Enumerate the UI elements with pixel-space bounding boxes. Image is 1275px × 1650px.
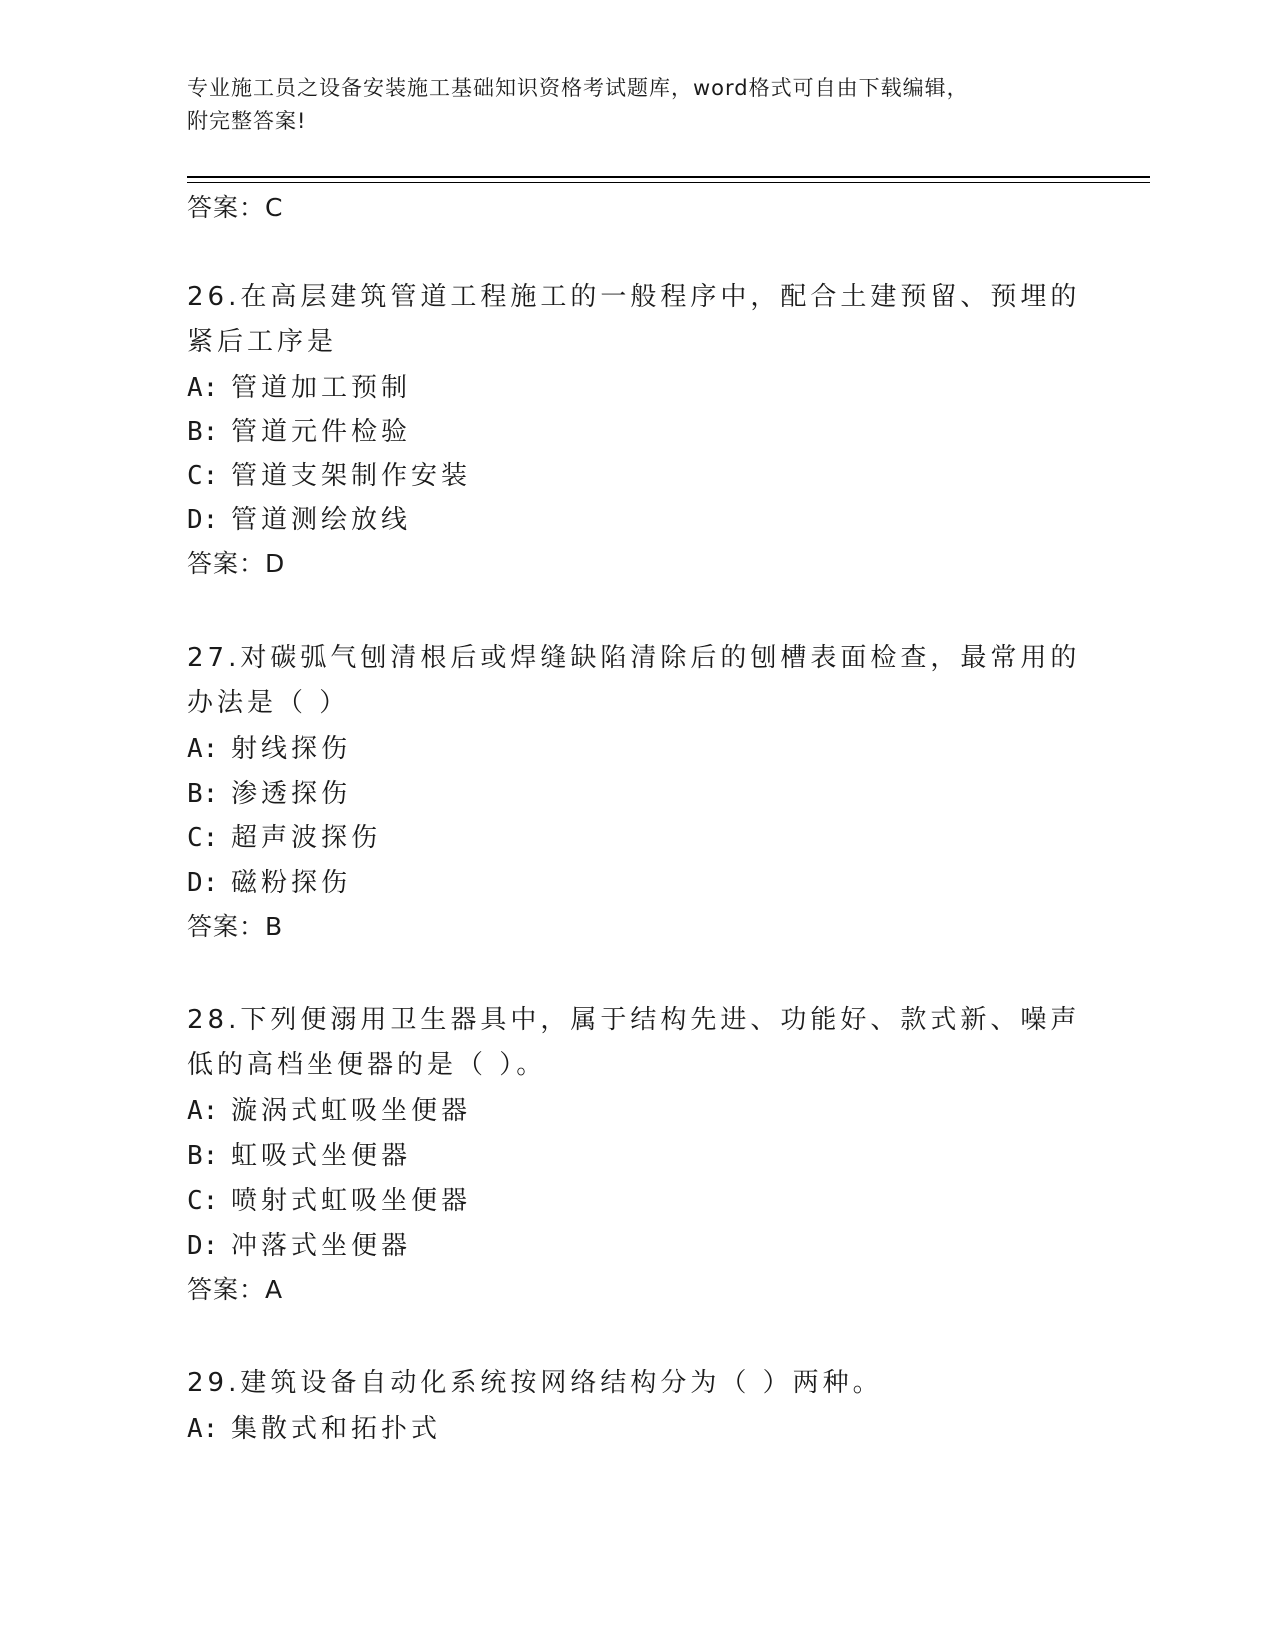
header-line-2: 附完整答案! <box>187 109 307 133</box>
option-letter: C: <box>187 823 219 853</box>
q28-option-b <box>187 1141 411 1171</box>
option-text: 管道测绘放线 <box>231 505 412 535</box>
answer-25: 答案：C <box>187 193 284 222</box>
q28-option-c <box>187 1186 471 1216</box>
q27-option-b <box>187 779 351 809</box>
option-letter: D: <box>187 505 219 535</box>
answer-27: 答案：B <box>187 912 284 941</box>
option-text: 管道元件检验 <box>231 417 412 447</box>
option-text: 渗透探伤 <box>231 779 352 809</box>
answer-26: 答案：D <box>187 549 286 578</box>
q27-option-c <box>187 823 381 853</box>
option-letter: D: <box>187 868 219 898</box>
option-text: 漩涡式虹吸坐便器 <box>231 1096 472 1126</box>
q26-option-b <box>187 417 411 447</box>
q27-option-a <box>187 734 351 764</box>
q26-option-d <box>187 505 411 535</box>
option-text: 虹吸式坐便器 <box>231 1141 412 1171</box>
question-28: 28.下列便溺用卫生器具中，属于结构先进、功能好、款式新、噪声低的高档坐便器的是（ ）。 <box>187 1005 1081 1080</box>
option-letter: D: <box>187 1231 219 1261</box>
q26-option-a <box>187 373 411 403</box>
question-27: 27.对碳弧气刨清根后或焊缝缺陷清除后的刨槽表面检查，最常用的办法是（ ） <box>187 643 1081 718</box>
answer-28: 答案：A <box>187 1275 284 1304</box>
option-letter: A: <box>187 1096 219 1126</box>
header-line-1: 专业施工员之设备安装施工基础知识资格考试题库，word格式可自由下载编辑， <box>187 76 969 100</box>
option-text: 射线探伤 <box>231 734 352 764</box>
header-divider-thin <box>187 182 1150 183</box>
q26-option-c <box>187 461 471 491</box>
q28-option-a <box>187 1096 471 1126</box>
option-letter: B: <box>187 779 219 809</box>
option-letter: B: <box>187 417 219 447</box>
option-text: 管道加工预制 <box>231 373 412 403</box>
option-text: 喷射式虹吸坐便器 <box>231 1186 472 1216</box>
option-text: 管道支架制作安装 <box>231 461 472 491</box>
q28-option-d <box>187 1231 411 1261</box>
header-divider-thick <box>187 176 1150 178</box>
option-text: 冲落式坐便器 <box>231 1231 412 1261</box>
option-text: 集散式和拓扑式 <box>231 1414 442 1444</box>
option-letter: A: <box>187 373 219 403</box>
q29-option-a <box>187 1414 441 1444</box>
question-29: 29.建筑设备自动化系统按网络结构分为（ ）两种。 <box>187 1368 883 1398</box>
document-header <box>187 72 1087 138</box>
question-26: 26.在高层建筑管道工程施工的一般程序中，配合土建预留、预埋的紧后工序是 <box>187 282 1081 357</box>
option-letter: C: <box>187 461 219 491</box>
option-letter: A: <box>187 734 219 764</box>
option-letter: A: <box>187 1414 219 1444</box>
option-letter: B: <box>187 1141 219 1171</box>
option-text: 磁粉探伤 <box>231 868 352 898</box>
q27-option-d <box>187 868 351 898</box>
option-text: 超声波探伤 <box>231 823 382 853</box>
option-letter: C: <box>187 1186 219 1216</box>
